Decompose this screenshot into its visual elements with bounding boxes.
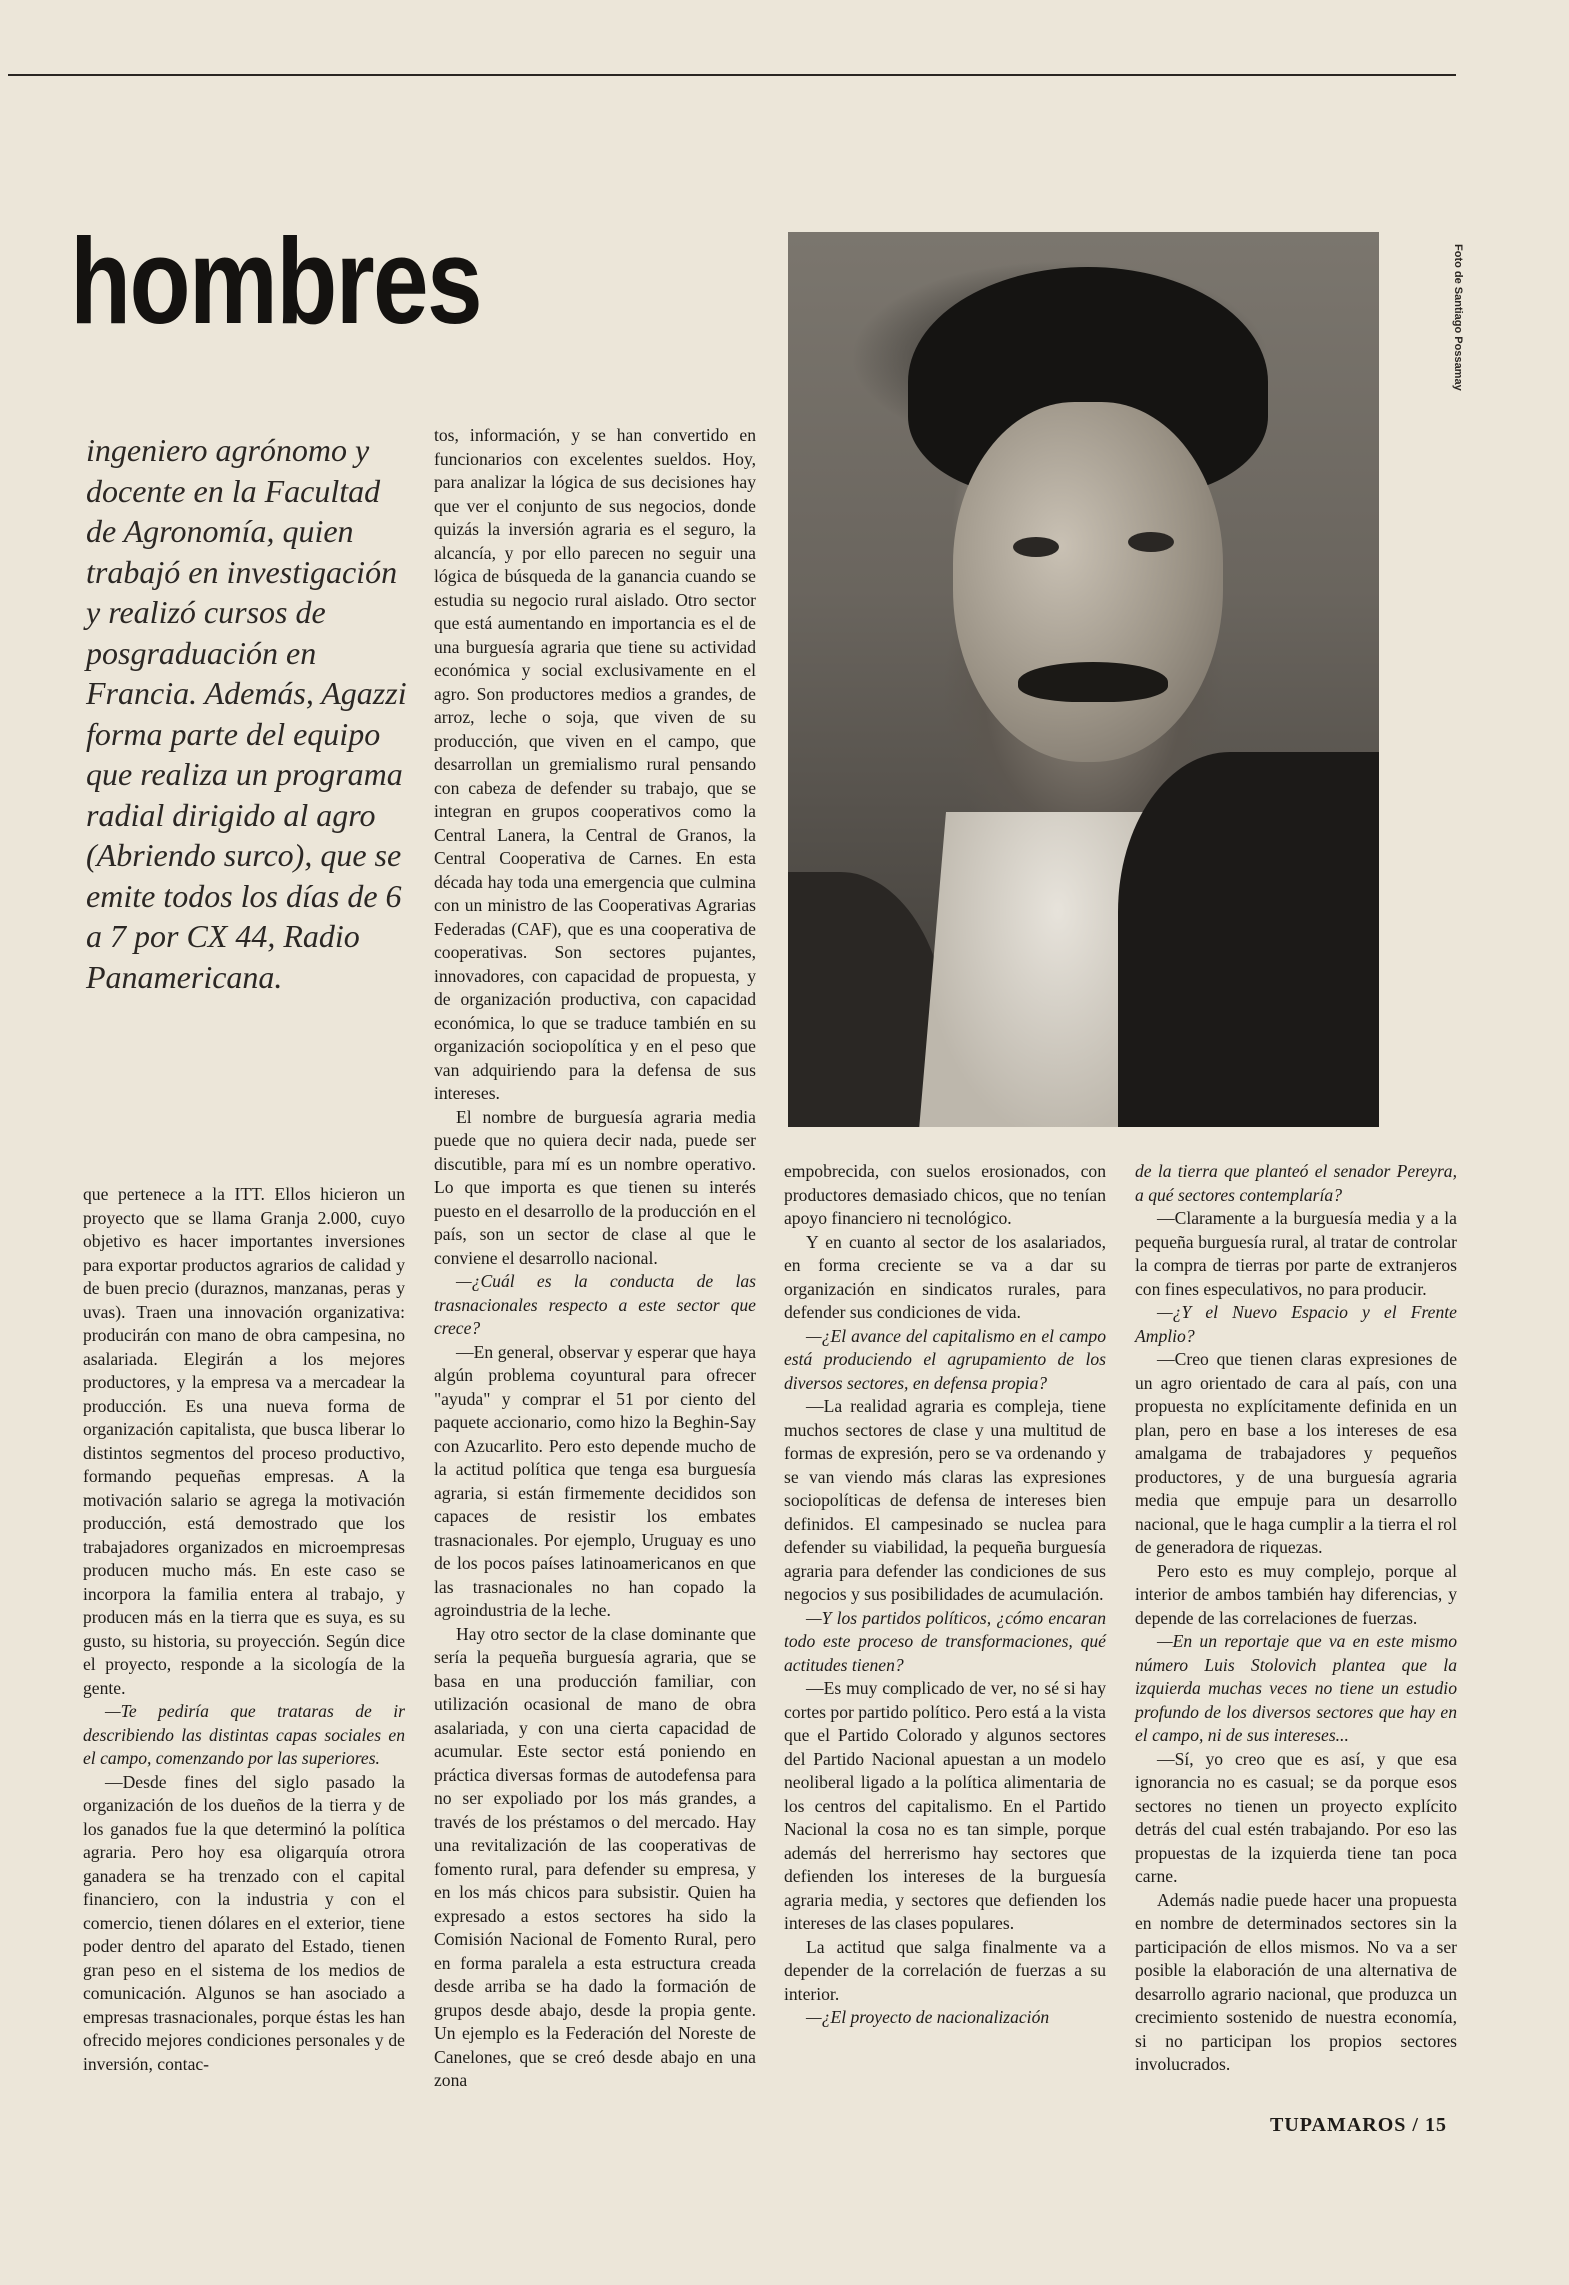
interview-question: —Te pediría que trataras de ir describiendo las distintas capas sociales en el campo, comenzando por las superiores.: [83, 1701, 405, 1768]
article-paragraph: Hay otro sector de la clase dominante que sería la pequeña burguesía agraria, que se basa en una producción familiar, con utilización ocasional de mano de obra asalariada, y con una cierta capacidad de acumular. Este sector está poniendo en práctica diversas formas de autodefensa para no ser expoliado por los más grandes, a través de los préstamos o del mercado. Hay una revitalización de las cooperativas de fomento rural, para defender su empresa, y en los más chicos para subsistir. Quien ha expresado a estos sectores ha sido la Comisión Nacional de Fomento Rural, pero en forma paralela a esta estructura creada desde arriba se ha dado la formación de grupos desde abajo, desde la propia gente. Un ejemplo es la Federación del Noreste de Canelones, que se creó desde abajo en una zona: [434, 1623, 756, 2090]
photo-jacket: [1118, 752, 1379, 1127]
article-paragraph: Pero esto es muy complejo, porque al interior de ambos también hay diferencias, y depende de las correlaciones de fuerzas.: [1135, 1560, 1457, 1628]
article-paragraph: tos, información, y se han convertido en funcionarios con excelentes sueldos. Hoy, para analizar la lógica de sus decisiones hay que ver el conjunto de sus negocios, donde quizás la inversión agraria es el seguro, la alcancía, y por ello parecen no seguir una lógica de búsqueda de la ganancia cuando se estudia su negocio rural aislado. Otro sector que está aumentando en importancia es el de una burguesía agraria que tiene su actividad económica y social exclusivamente en el agro. Son productores medios a grandes, de arroz, leche o soja, que viven de su producción, que viven en el campo, que desarrollan un gremialismo rural pensando con cabeza de defender su trabajo, que se integran en grupos cooperativos como la Central Lanera, la Central de Granos, la Central Cooperativa de Carnes. En esta década hay toda una emergencia que culmina con un ministro de las Cooperativas Agrarias Federadas (CAF), que es una cooperativa de cooperativas. Son sectores pujantes, innovadores, con capacidad de propuesta, y de organización productiva, con capacidad económica, lo que se traduce también en su organización sociopolítica y en el peso que van adquiriendo para la defensa de sus intereses.: [434, 425, 756, 1103]
interview-question: —Y los partidos políticos, ¿cómo encaran todo este proceso de transformaciones, qué actitudes tienen?: [784, 1607, 1106, 1675]
photo-mustache: [1018, 662, 1168, 702]
article-paragraph: —Es muy complicado de ver, no sé si hay cortes por partido político. Pero está a la vista que el Partido Colorado y algunos sectores del Partido Nacional apuestan a un modelo neoliberal ligado a la política alimentaria de los centros del capitalismo. En el Partido Nacional la cosa no es tan simple, porque además del herrerismo hay sectores que defienden los intereses de la burguesía agraria media, y sectores que defienden los intereses de las clases populares.: [784, 1678, 1106, 1933]
intro-text: ingeniero agrónomo y docente en la Facultad de Agronomía, quien trabajó en investigación y realizó cursos de posgraduación en Francia. Además, Agazzi forma parte del equipo que realiza un programa radial dirigido al agro (Abriendo surco), que se emite todos los días de 6 a 7 por CX 44, Radio Panamericana.: [86, 432, 407, 995]
interview-question: —¿Y el Nuevo Espacio y el Frente Amplio?: [1135, 1302, 1457, 1346]
article-paragraph: —Claramente a la burguesía media y a la pequeña burguesía rural, al tratar de controlar la compra de tierras por parte de extranjeros con fines especulativos, no para producir.: [1135, 1208, 1457, 1299]
page-footer: TUPAMAROS / 15: [1270, 2114, 1447, 2136]
article-column-4: [1135, 1160, 1457, 2077]
interview-question: —¿El avance del capitalismo en el campo está produciendo el agrupamiento de los diversos sectores, en defensa propia?: [784, 1325, 1106, 1393]
article-paragraph: La actitud que salga finalmente va a depender de la correlación de fuerzas a su interior.: [784, 1936, 1106, 2004]
article-paragraph: —La realidad agraria es compleja, tiene muchos sectores de clase y una multitud de formas de expresión, pero se va ordenando y se van viendo más claras las expresiones sociopolíticas de defensa de intereses bien definidos. El campesinado se nuclea para defender su viabilidad, la pequeña burguesía agraria para defender las condiciones de sus negocios y sus posibilidades de acumulación.: [784, 1396, 1106, 1604]
photo-eye-right: [1128, 532, 1174, 552]
photo-face: [953, 402, 1223, 762]
article-paragraph: Y en cuanto al sector de los asalariados, en forma creciente se va a dar su organización en sindicatos rurales, para defender sus condiciones de vida.: [784, 1231, 1106, 1322]
article-column-3: [784, 1160, 1106, 2030]
photo-eye-left: [1013, 537, 1059, 557]
interview-question: de la tierra que planteó el senador Pereyra, a qué sectores contemplaría?: [1135, 1161, 1457, 1205]
article-paragraph: —En general, observar y esperar que haya algún problema coyuntural para ofrecer "ayuda" y comprar el 51 por ciento del paquete accionario, como hizo la Beghin-Say con Azucarlito. Pero esto depende mucho de la actitud política que tenga esa burguesía agraria, si están firmemente decididos son capaces de resistir los embates trasnacionales. Por ejemplo, Uruguay es uno de los pocos países latinoamericanos en que las trasnacionales no han copado la agroindustria de la leche.: [434, 1341, 756, 1620]
article-paragraph: —Desde fines del siglo pasado la organización de los dueños de la tierra y de los ganados fue la que determinó la política agraria. Pero hoy esa oligarquía otrora ganadera se ha trenzado con el capital financiero, con la industria y con el comercio, tienen dólares en el exterior, tiene poder dentro del aparato del Estado, tienen gran peso en el sistema de los medios de comunicación. Algunos se han asociado a empresas trasnacionales, porque éstas les han ofrecido mejores condiciones personales y de inversión, contac-: [83, 1771, 405, 2074]
interview-question: —En un reportaje que va en este mismo número Luis Stolovich plantea que la izquierda muchas veces no tiene un estudio profundo de los diversos sectores que hay en el campo, ni de sus intereses...: [1135, 1631, 1457, 1745]
article-paragraph: —Creo que tienen claras expresiones de un agro orientado de cara al país, con una propuesta no explícitamente definida en un plan, pero en base a los intereses de esa amalgama de trabajadores y pequeños productores, y de una burguesía agraria media que empuje para un desarrollo nacional, que le haga cumplir a la tierra el rol de generadora de riquezas.: [1135, 1349, 1457, 1557]
article-column-1: [83, 1183, 405, 2076]
portrait-photo: [788, 232, 1379, 1127]
article-paragraph: Además nadie puede hacer una propuesta en nombre de determinados sectores sin la participación de ellos mismos. No va a ser posible la elaboración de una alternativa de desarrollo agrario nacional, que produzca un crecimiento sostenido de nuestra economía, si no participan los propios sectores involucrados.: [1135, 1889, 1457, 2074]
interview-question: —¿Cuál es la conducta de las trasnacionales respecto a este sector que crece?: [434, 1271, 756, 1338]
article-paragraph: que pertenece a la ITT. Ellos hicieron un proyecto que se llama Granja 2.000, cuyo objetivo es hacer importantes inversiones para exportar productos agrarios de calidad y de buen precio (duraznos, manzanas, peras y uvas). Traen una innovación organizativa: producirán con mano de obra campesina, no asalariada. Elegirán a los mejores productores, y la empresa va a mercadear la producción. Es una nueva forma de organización capitalista, que busca liberar lo distintos segmentos del proceso productivo, formando pequeñas empresas. A la motivación salario se agrega la motivación producción, está demostrado que los trabajadores organizados en microempresas producen mucho más. En este caso se incorpora la familia entera al trabajo, y producen más en la tierra que es suya, es su gusto, su historia, su proyección. Según dice el proyecto, responde a la sicología de la gente.: [83, 1184, 405, 1698]
top-rule: [8, 74, 1456, 76]
article-column-2: [434, 424, 756, 2093]
article-paragraph: El nombre de burguesía agraria media puede que no quiera decir nada, puede ser discutible, para mí es un nombre operativo. Lo que importa es que tienen su interés puesto en el desarrollo de la producción en el país, son un sector de clase al que le conviene el desarrollo nacional.: [434, 1106, 756, 1268]
article-paragraph: —Sí, yo creo que es así, y que esa ignorancia no es casual; se da porque esos sectores no tienen un proyecto explícito detrás del cual estén trabajando. Por eso las propuestas de la izquierda tiene tan poca carne.: [1135, 1748, 1457, 1886]
photo-credit: Foto de Santiago Possamay: [1452, 244, 1464, 391]
article-paragraph: empobrecida, con suelos erosionados, con productores demasiado chicos, que no tenían apoyo financiero ni tecnológico.: [784, 1161, 1106, 1228]
headline: hombres: [70, 213, 482, 349]
interview-question: —¿El proyecto de nacionalización: [806, 2007, 1050, 2027]
